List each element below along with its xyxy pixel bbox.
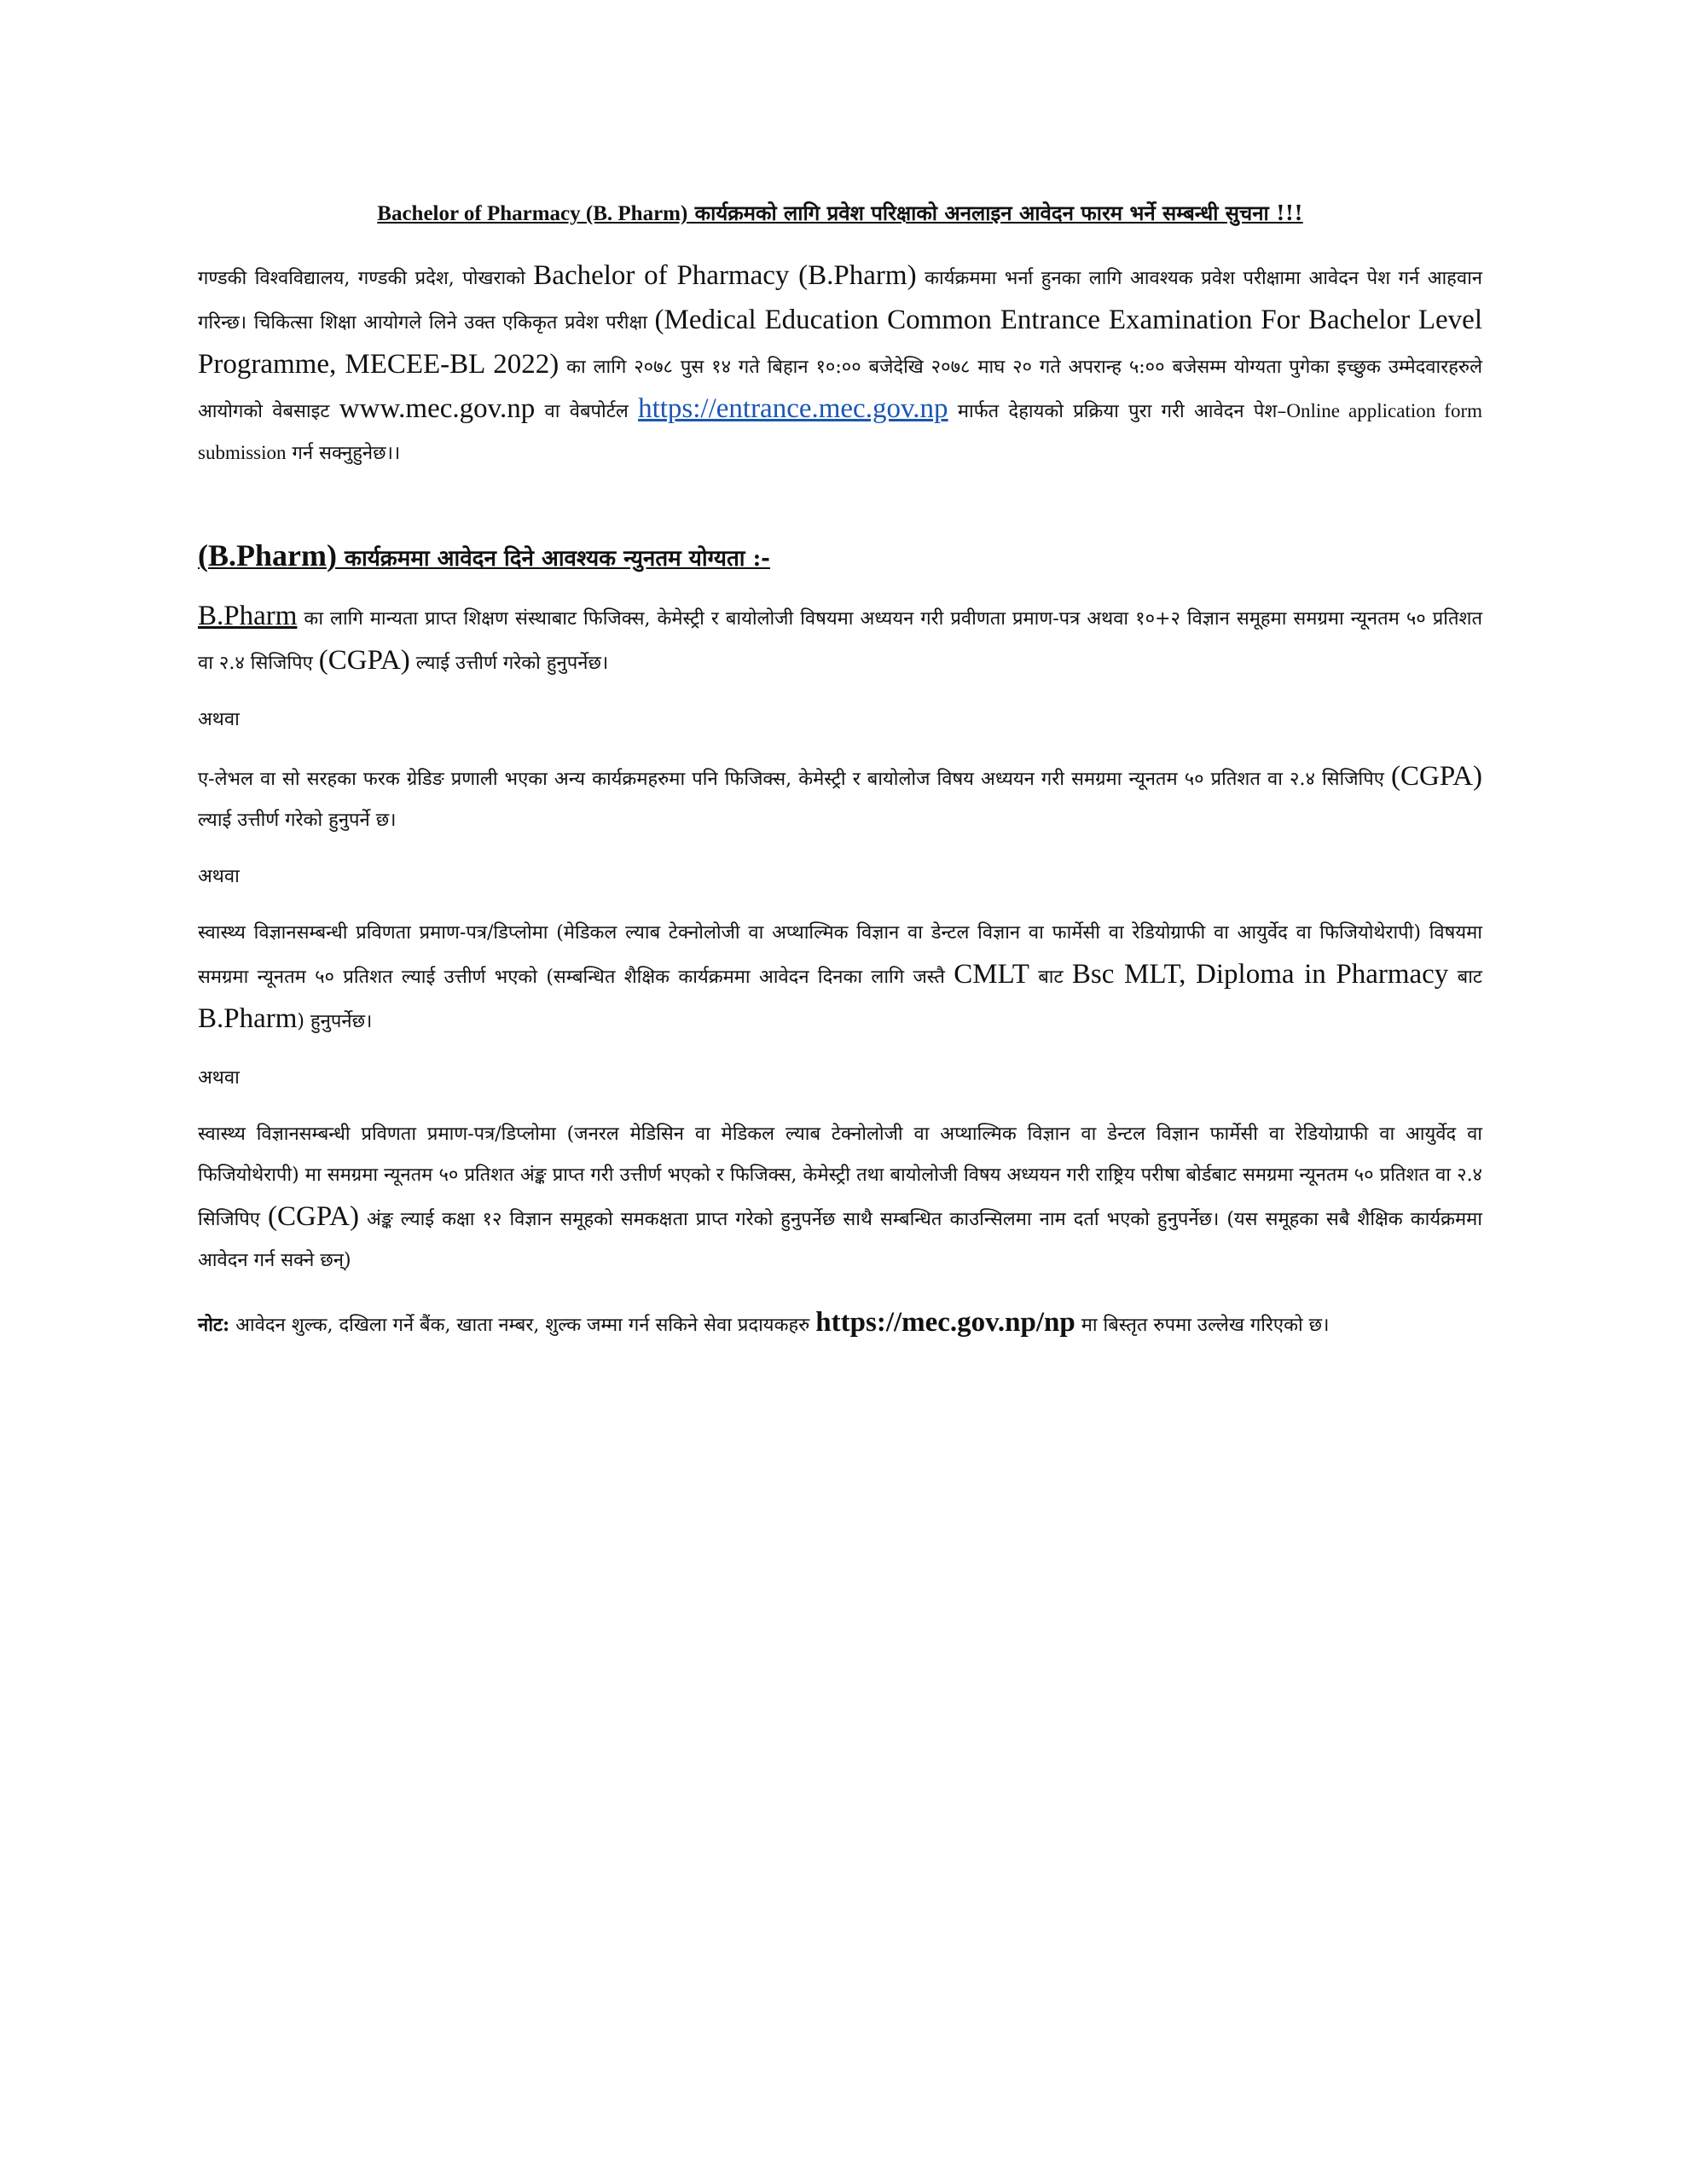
title-english: Bachelor of Pharmacy (B. Pharm): [377, 202, 688, 225]
entrance-portal-link[interactable]: https://entrance.mec.gov.np: [638, 393, 948, 424]
req2-cgpa: (CGPA): [1391, 761, 1482, 792]
or-label-2: अथवा: [198, 866, 240, 887]
document-page: [198, 196, 1482, 1346]
req4-cgpa: (CGPA): [268, 1201, 359, 1232]
req1-text-1: का लागि मान्यता प्राप्त शिक्षण संस्थाबाट फिजिक्स, केमेस्ट्री र बायोलोजी विषयमा अध्ययन गरी प्रवीणता प्रमाण-पत्र अथवा १०+२ विज्ञान समूहमा समग्रमा न्यूनतम ५० प्रतिशत वा २.४ सिजिपिए: [198, 608, 1482, 674]
intro-text-2: कार्यक्रममा भर्ना हुनका लागि आवश्यक प्रवेश परीक्षामा आवेदन पेश गर्न आहवान गरिन्छ। चिकित्सा शिक्षा आयोगले लिने उक्त एकिकृत प्रवेश परीक्षा: [198, 268, 1483, 334]
eligibility-heading: [198, 534, 1482, 580]
requirement-3: [198, 913, 1482, 1043]
req4-text-2: अंङ्क ल्याई कक्षा १२ विज्ञान समूहको समकक्षता प्राप्त गरेको हुनुपर्नेछ साथै सम्बन्धित काउन्सिलमा नाम दर्ता भएको हुनुपर्नेछ। (यस समूहका सबै शैक्षिक कार्यक्रममा आवेदन गर्न सक्ने छन्): [198, 1209, 1482, 1271]
program-name: Bachelor of Pharmacy (B.Pharm): [533, 260, 917, 291]
requirement-2: [198, 756, 1482, 841]
req4-text-1: स्वास्थ्य विज्ञानसम्बन्धी प्रविणता प्रमाण-पत्र/डिप्लोमा (जनरल मेडिसिन वा मेडिकल ल्याब टेक्नोलोजी वा अप्थाल्मिक विज्ञान वा डेन्टल विज्ञान फार्मेसी वा रेडियोग्राफी वा आयुर्वेद वा फिजियोथेरापी) मा समग्रमा न्यूनतम ५० प्रतिशत अंङ्क प्राप्त गरी उत्तीर्ण भएको र फिजिक्स, केमेस्ट्री तथा बायोलोजी विषय अध्ययन गरी राष्ट्रिय परीषा बोर्डबाट समग्रमा न्यूनतम ५० प्रतिशत वा २.४ सिजिपिए: [198, 1124, 1482, 1230]
note-url[interactable]: https://mec.gov.np/np: [815, 1307, 1075, 1338]
intro-text-6: गर्न सक्नुहुनेछ।।: [286, 443, 401, 464]
heading-english: (B.Pharm): [198, 538, 337, 572]
req1-program: B.Pharm: [198, 601, 298, 631]
intro-text-1: गण्डकी विश्वविद्यालय, गण्डकी प्रदेश, पोखराको: [198, 268, 534, 289]
note-label: नोट:: [198, 1314, 230, 1336]
or-label-1: अथवा: [198, 709, 240, 730]
req3-text-4: ) हुनुपर्नेछ।: [297, 1011, 373, 1032]
req3-bpharm: B.Pharm: [198, 1003, 298, 1034]
spacer: [198, 1281, 1482, 1302]
note-text-2: मा बिस्तृत रुपमा उल्लेख गरिएको छ।: [1075, 1315, 1330, 1336]
requirement-4: [198, 1114, 1482, 1281]
exam-name: (Medical Education Common Entrance Examination For Bachelor Level Programme, MECEE-BL 2022): [198, 305, 1482, 380]
intro-text-4: वा वेबपोर्टल: [535, 401, 639, 422]
intro-paragraph: [198, 255, 1482, 474]
or-label-3: अथवा: [198, 1067, 240, 1089]
req1-text-2: ल्याई उत्तीर्ण गरेको हुनुपर्नेछ।: [409, 653, 609, 674]
note-paragraph: [198, 1302, 1482, 1346]
notice-title: [198, 196, 1482, 231]
heading-nepali: कार्यक्रममा आवेदन दिने आवश्यक न्युनतम योग्यता :-: [336, 546, 770, 572]
online-submission-text: Online application form submission: [198, 400, 1483, 463]
req3-text-2: बाट: [1029, 967, 1072, 988]
req1-cgpa: (CGPA): [318, 645, 410, 676]
intro-text-3: का लागि २०७८ पुस १४ गते बिहान १०:०० बजेदेखि २०७८ माघ २० गते अपरान्ह ५:०० बजेसम्म योग्यता पुगेका इच्छुक उम्मेदवारहरुले आयोगको वेबसाइट: [198, 357, 1482, 422]
website-text: www.mec.gov.np: [339, 393, 536, 424]
req3-programs: Bsc MLT, Diploma in Pharmacy: [1071, 959, 1449, 990]
req3-text-3: बाट: [1448, 967, 1482, 988]
req2-text-2: ल्याई उत्तीर्ण गरेको हुनुपर्ने छ।: [198, 810, 397, 831]
req3-text-1: स्वास्थ्य विज्ञानसम्बन्धी प्रविणता प्रमाण-पत्र/डिप्लोमा (मेडिकल ल्याब टेक्नोलोजी वा अप्थाल्मिक विज्ञान वा डेन्टल विज्ञान वा फार्मेसी वा रेडियोग्राफी वा आयुर्वेद वा फिजियोथेरापी) विषयमा समग्रमा न्यूनतम ५० प्रतिशत ल्याई उत्तीर्ण भएको (सम्बन्धित शैक्षिक कार्यक्रममा आवेदन दिनका लागि जस्तै: [198, 922, 1482, 988]
requirement-1: [198, 595, 1482, 684]
note-text-1: आवेदन शुल्क, दखिला गर्ने बैंक, खाता नम्बर, शुल्क जम्मा गर्न सकिने सेवा प्रदायकहरु: [229, 1315, 816, 1336]
req2-text-1: ए-लेभल वा सो सरहका फरक ग्रेडिङ प्रणाली भएका अन्य कार्यक्रमहरुमा पनि फिजिक्स, केमेस्ट्री र बायोलोज विषय अध्ययन गरी समग्रमा न्यूनतम ५० प्रतिशत वा २.४ सिजिपिए: [198, 769, 1392, 790]
req3-cmlt: CMLT: [954, 959, 1029, 990]
title-nepali: कार्यक्रमको लागि प्रवेश परिक्षाको अनलाइन आवेदन फारम भर्ने सम्बन्धी सुचना !!!: [687, 200, 1303, 225]
intro-text-5: मार्फत देहायको प्रक्रिया पुरा गरी आवेदन पेश–: [948, 401, 1287, 422]
